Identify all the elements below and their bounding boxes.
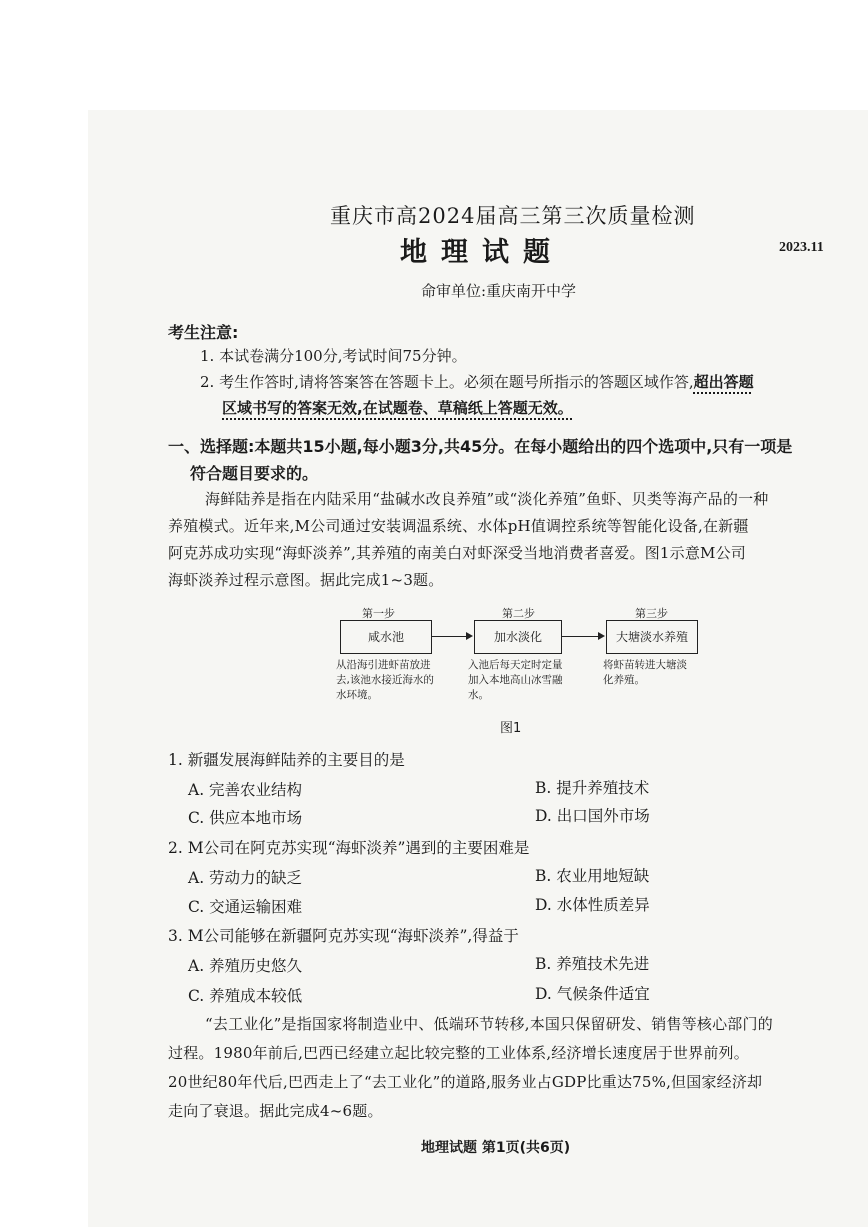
passage2-line: 走向了衰退。据此完成4~6题。 [168,1102,383,1120]
question-2-option-a: A. 劳动力的缺乏 [188,869,303,887]
question-2-stem: 2. M公司在阿克苏实现“海虾淡养”遇到的主要困难是 [168,839,530,857]
question-3-stem: 3. M公司能够在新疆阿克苏实现“海虾淡养”,得益于 [168,927,519,945]
section-heading-cont: 符合题目要求的。 [190,464,319,483]
author-unit: 命审单位:重庆南开中学 [421,282,577,300]
question-1-option-a: A. 完善农业结构 [188,781,303,799]
arrow-1-head [466,632,473,640]
question-1-option-c: C. 供应本地市场 [188,809,303,827]
question-1-stem: 1. 新疆发展海鲜陆养的主要目的是 [168,751,405,769]
exam-date: 2023.11 [779,240,824,255]
notice-item-2-emphasis-cont: 区域书写的答案无效,在试题卷、草稿纸上答题无效。 [222,399,573,417]
notice-item-2 [200,371,754,392]
notice-item-2-text: 2. 考生作答时,请将答案答在答题卡上。必须在题号所指示的答题区域作答, [200,373,694,391]
question-1-option-d: D. 出口国外市场 [535,807,650,825]
step-3-label: 第三步 [635,607,668,620]
passage2-line: “去工业化”是指国家将制造业中、低端环节转移,本国只保留研发、销售等核心部门的 [205,1015,773,1033]
notice-item-2-emphasis: 超出答题 [693,373,754,391]
question-3-option-c: C. 养殖成本较低 [188,987,303,1005]
step-1-note: 从沿海引进虾苗放进去,该池水接近海水的水环境。 [336,659,434,701]
passage2-line: 20世纪80年代后,巴西走上了“去工业化”的道路,服务业占GDP比重达75%,但国家经济却 [168,1073,763,1091]
passage1-line: 海虾淡养过程示意图。据此完成1~3题。 [168,571,444,589]
notice-item-1: 1. 本试卷满分100分,考试时间75分钟。 [200,347,467,365]
step-2-note: 入池后每天定时定量加入本地高山冰雪融水。 [468,659,563,701]
notice-heading: 考生注意: [168,323,239,342]
question-3-option-b: B. 养殖技术先进 [535,955,650,973]
question-2-option-b: B. 农业用地短缺 [535,867,650,885]
question-3-option-d: D. 气候条件适宜 [535,985,650,1003]
arrow-1-line [431,636,467,637]
exam-title: 重庆市高2024届高三第三次质量检测 [330,204,696,228]
step-1-label: 第一步 [362,607,395,620]
passage1-line: 阿克苏成功实现“海虾淡养”,其养殖的南美白对虾深受当地消费者喜爱。图1示意M公司 [168,544,747,562]
step-1-box: 咸水池 [340,620,432,654]
passage1-line: 海鲜陆养是指在内陆采用“盐碱水改良养殖”或“淡化养殖”鱼虾、贝类等海产品的一种 [205,490,769,508]
question-2-option-c: C. 交通运输困难 [188,898,303,916]
arrow-2-head [598,632,605,640]
figure-1-caption: 图1 [500,721,522,736]
passage2-line: 过程。1980年前后,巴西已经建立起比较完整的工业体系,经济增长速度居于世界前列。 [168,1044,749,1062]
passage1-line: 养殖模式。近年来,M公司通过安装调温系统、水体pH值调控系统等智能化设备,在新疆 [168,517,749,535]
arrow-2-line [561,636,599,637]
step-3-box: 大塘淡水养殖 [606,620,698,654]
step-2-box: 加水淡化 [474,620,562,654]
subject-title: 地理试题 [400,237,564,268]
step-2-label: 第二步 [502,607,535,620]
question-1-option-b: B. 提升养殖技术 [535,779,650,797]
question-2-option-d: D. 水体性质差异 [535,896,650,914]
step-3-note: 将虾苗转进大塘淡化养殖。 [603,659,687,686]
page-footer: 地理试题 第1页(共6页) [421,1140,571,1156]
question-3-option-a: A. 养殖历史悠久 [188,957,303,975]
section-heading: 一、选择题:本题共15小题,每小题3分,共45分。在每小题给出的四个选项中,只有一项是 [168,437,793,456]
